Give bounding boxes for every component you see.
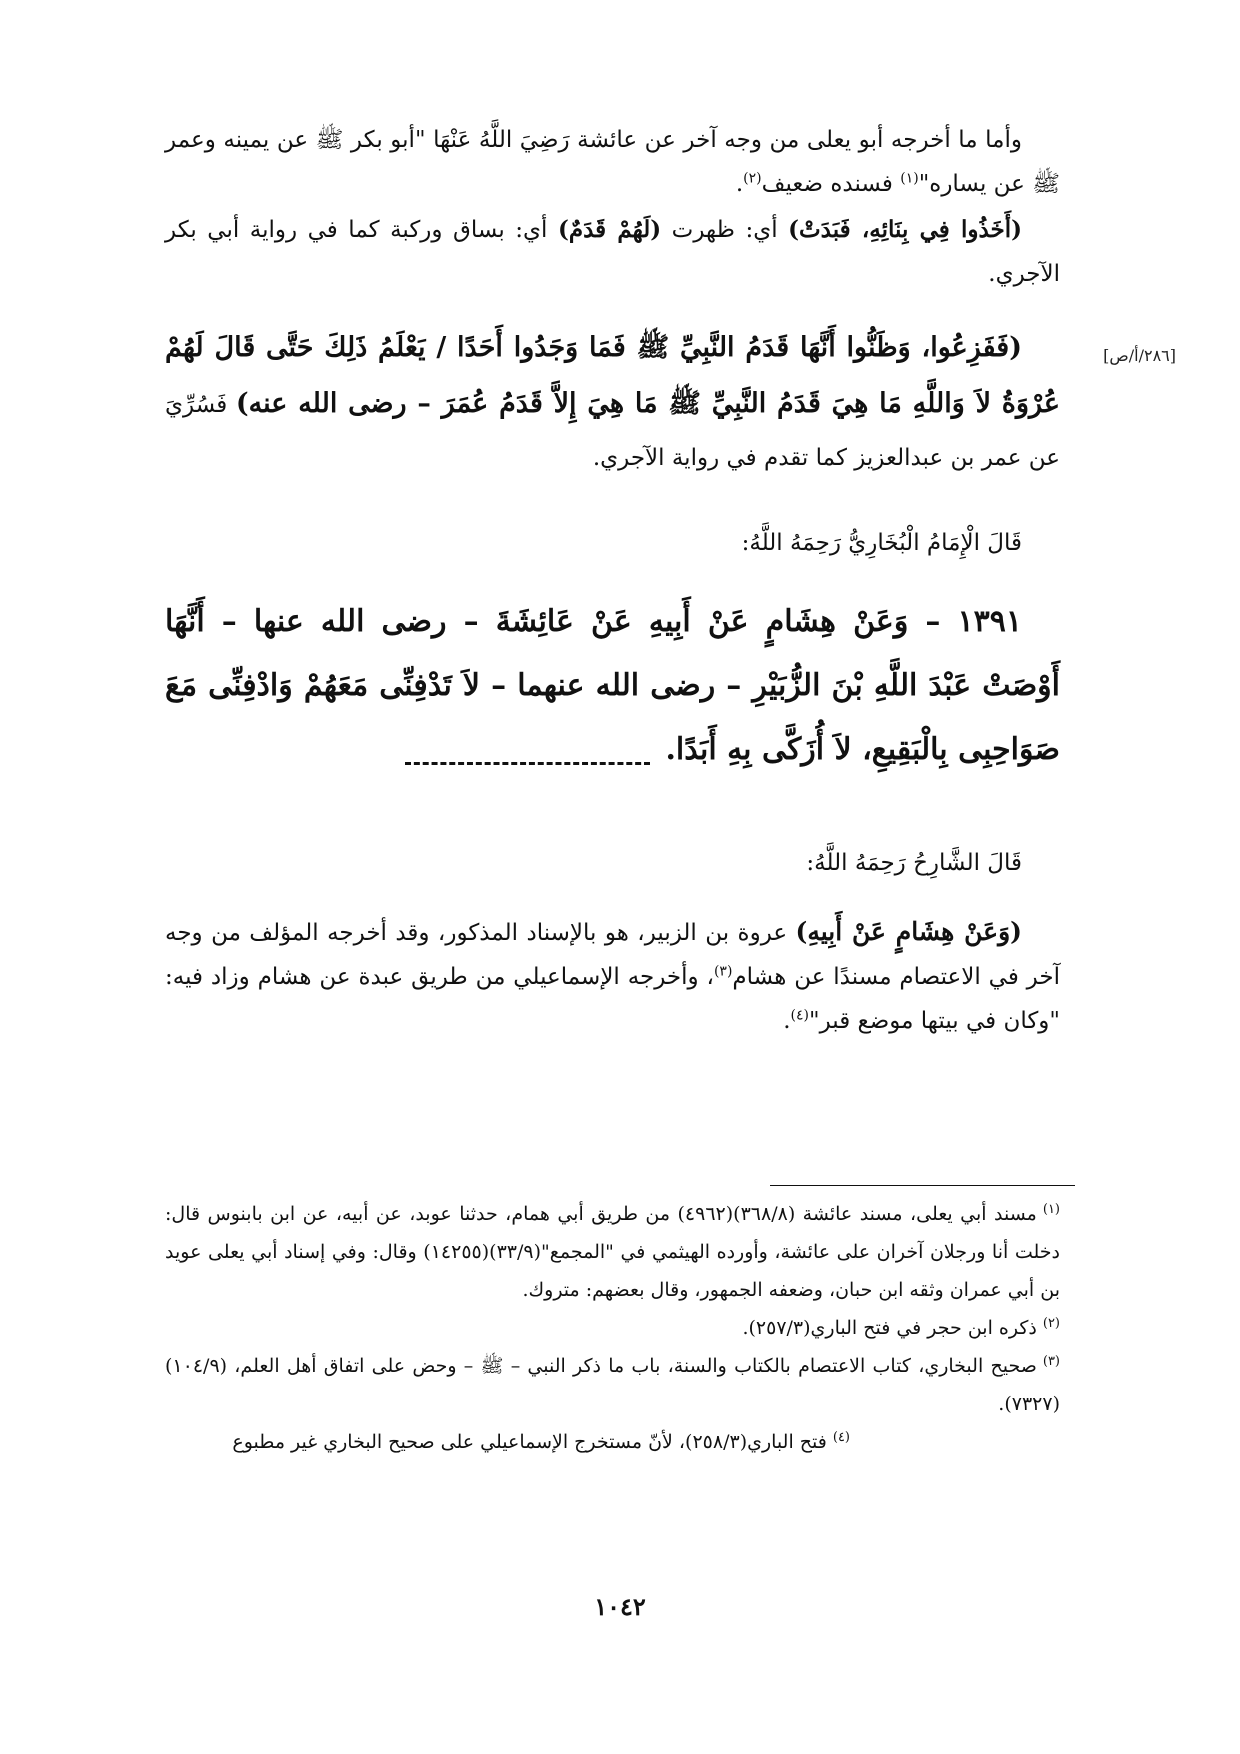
imam-heading bbox=[165, 500, 1060, 586]
commentary-text: أي: ظهرت bbox=[661, 217, 789, 243]
intro-text-tail: فسنده ضعيف bbox=[761, 171, 901, 197]
quoted-hadith-phrase: (لَهُمْ قَدَمٌ) bbox=[557, 216, 662, 243]
commentary-text: أي: بساق وركبة كما في رواية أبي بكر الآجري. bbox=[165, 217, 1060, 287]
footnote-text: ذكره ابن حجر في فتح الباري(٢٥٧/٣). bbox=[742, 1317, 1037, 1339]
quoted-hadith-phrase: (أَخَذُوا فِي بِنَائِهِ، فَبَدَتْ) bbox=[788, 216, 1023, 243]
main-hadith bbox=[165, 590, 1060, 782]
footnote-1 bbox=[165, 1195, 1060, 1309]
footnote-text: صحيح البخاري، كتاب الاعتصام بالكتاب والسنة، باب ما ذكر النبي – ﷺ – وحض على اتفاق أهل العلم، (١٠٤/٩)(٧٣٢٧). bbox=[165, 1355, 1060, 1415]
para-end: . bbox=[783, 1008, 791, 1034]
commentary-text: فَسُرِّيَ عن عمر بن عبدالعزيز كما تقدم في رواية الآجري. bbox=[165, 392, 1060, 471]
intro-end: . bbox=[735, 171, 744, 197]
commentary-paragraph-2 bbox=[165, 320, 1060, 484]
footnote-ref-4[interactable]: (٤) bbox=[790, 1007, 809, 1024]
footnote-mark: (٤) bbox=[832, 1429, 850, 1445]
page-number: ١٠٤٢ bbox=[594, 1592, 646, 1621]
footnote-ref-2[interactable]: (٢) bbox=[743, 170, 762, 187]
footnotes bbox=[165, 1195, 1060, 1461]
footnote-4 bbox=[165, 1423, 1060, 1461]
section-separator bbox=[405, 762, 650, 765]
footnote-text: فتح الباري(٢٥٨/٣)، لأنّ مستخرج الإسماعيلي على صحيح البخاري غير مطبوع bbox=[232, 1431, 827, 1453]
manuscript-folio-ref: [٢٨٦/أ/ص] bbox=[1103, 346, 1176, 365]
footnote-text: مسند أبي يعلى، مسند عائشة (٣٦٨/٨)(٤٩٦٢) من طريق أبي همام، حدثنا عوبد، عن أبيه، عن ابن بابنوس قال: دخلت أنا ورجلان آخران على عائشة، وأورده الهيثمي في "المجمع"(٣٣/٩)(١٤٢٥٥) وقال: وفي إسناد أبي يعلى عويد بن أبي عمران وثقه ابن حبان، وضعفه الجمهور، وقال بعضهم: متروك. bbox=[165, 1203, 1060, 1301]
intro-text: وأما ما أخرجه أبو يعلى من وجه آخر عن عائشة رَضِيَ اللَّهُ عَنْهَا "أبو بكر ﷺ عن يمينه وعمر ﷺ عن يساره" bbox=[165, 127, 1060, 197]
hadith-text: ١٣٩١ – وَعَنْ هِشَامٍ عَنْ أَبِيهِ عَنْ عَائِشَةَ – رضى الله عنها – أَنَّهَا أَوْصَتْ عَبْدَ اللَّهِ بْنَ الزُّبَيْرِ – رضى الله عنهما – لاَ تَدْفِنِّى مَعَهُمْ وَادْفِنِّى مَعَ صَوَاحِبِى بِالْبَقِيعِ، لاَ أُزَكَّى بِهِ أَبَدًا. bbox=[165, 604, 1060, 767]
footnote-mark: (١) bbox=[1042, 1201, 1060, 1217]
section-heading: قَالَ الشَّارِحُ رَحِمَهُ اللَّهُ: bbox=[806, 850, 1022, 876]
footnote-ref-3[interactable]: (٣) bbox=[713, 963, 733, 980]
footnote-divider bbox=[770, 1185, 1075, 1186]
commentary-text: ، وأخرجه الإسماعيلي من طريق عبدة عن هشام وزاد فيه: "وكان في بيتها موضع قبر" bbox=[165, 964, 1060, 1034]
quoted-hadith-text: (فَفَزِعُوا، وَظَنُّوا أَنَّهَا قَدَمُ النَّبِيِّ ﷺ فَمَا وَجَدُوا أَحَدًا / يَعْلَمُ ذَلِكَ حَتَّى قَالَ لَهُمْ عُرْوَةُ لاَ وَاللَّهِ مَا هِيَ قَدَمُ النَّبِيِّ ﷺ مَا هِيَ إِلاَّ قَدَمُ عُمَرَ – رضى الله عنه) bbox=[165, 332, 1060, 419]
intro-paragraph bbox=[165, 118, 1060, 206]
footnote-mark: (٢) bbox=[1042, 1315, 1060, 1331]
footnote-3 bbox=[165, 1347, 1060, 1423]
sharih-heading bbox=[165, 820, 1060, 906]
commentary-text: عروة بن الزبير، هو بالإسناد المذكور، وقد أخرجه المؤلف من وجه آخر في الاعتصام مسندًا عن هشام bbox=[165, 920, 1060, 990]
footnote-2 bbox=[165, 1309, 1060, 1347]
footnote-ref-1[interactable]: (١) bbox=[900, 170, 919, 187]
commentary-paragraph-1 bbox=[165, 208, 1060, 296]
footnote-mark: (٣) bbox=[1042, 1353, 1060, 1369]
commentary-paragraph-3 bbox=[165, 910, 1060, 1043]
section-heading: قَالَ الْإِمَامُ الْبُخَارِيُّ رَحِمَهُ اللَّهُ: bbox=[741, 530, 1022, 556]
quoted-hadith-phrase: (وَعَنْ هِشَامٍ عَنْ أَبِيهِ) bbox=[795, 917, 1022, 946]
